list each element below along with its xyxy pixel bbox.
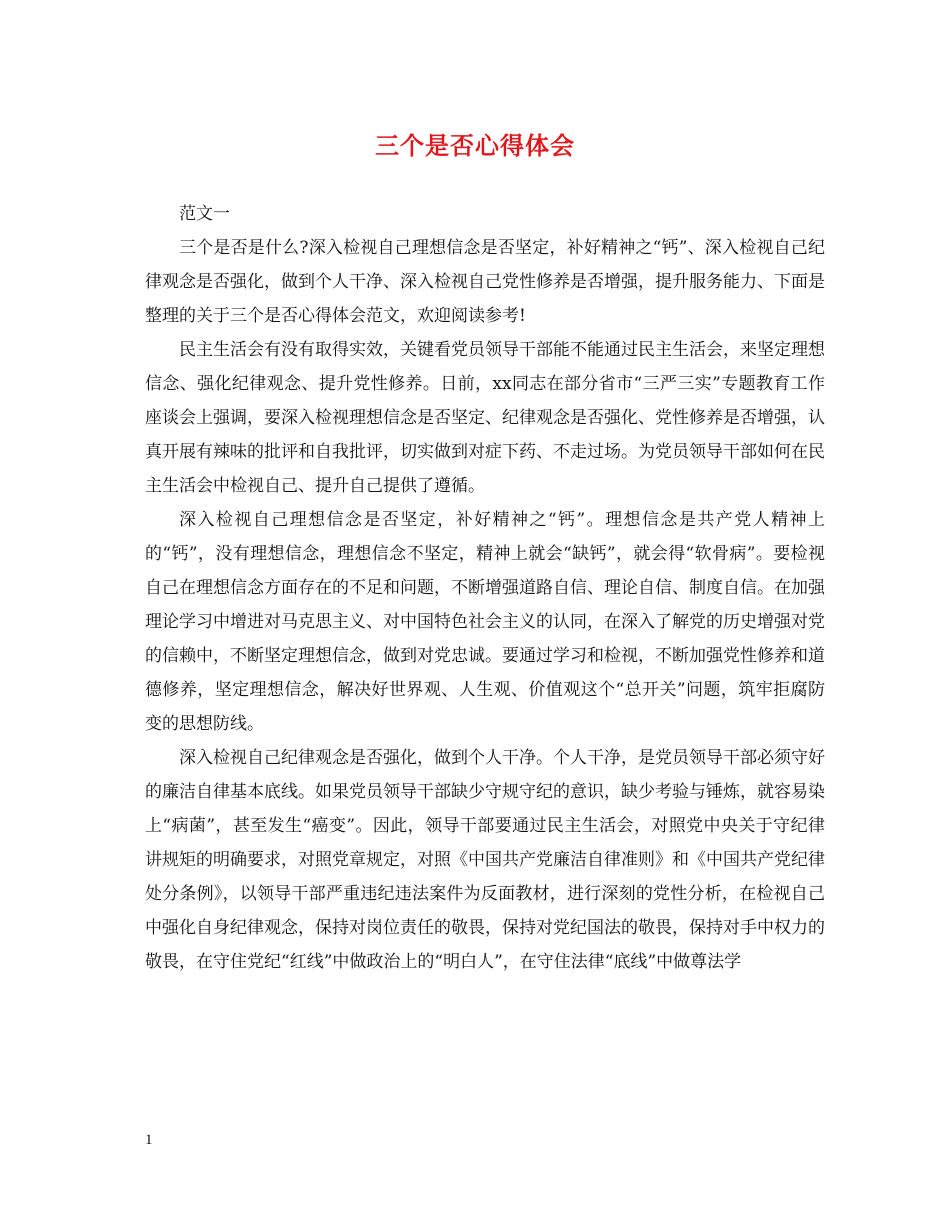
document-body xyxy=(145,197,825,979)
paragraph-discipline: 深入检视自己纪律观念是否强化，做到个人干净。个人干净，是党员领导干部必须守好的廉洁自律基本底线。如果党员领导干部缺少守规守纪的意识，缺少考验与锤炼，就容易染上“病菌”，甚至发生“癌变”。因此，领导干部要通过民主生活会，对照党中央关于守纪律讲规矩的明确要求，对照党章规定，对照《中国共产党廉洁自律准则》和《中国共产党纪律处分条例》，以领导干部严重违纪违法案件为反面教材，进行深刻的党性分析，在检视自己中强化自身纪律观念，保持对岗位责任的敬畏，保持对党纪国法的敬畏，保持对手中权力的敬畏，在守住党纪“红线”中做政治上的“明白人”，在守住法律“底线”中做尊法学 xyxy=(145,748,825,972)
paragraph-democratic-life: 民主生活会有没有取得实效，关键看党员领导干部能不能通过民主生活会，来坚定理想信念、强化纪律观念、提升党性修养。日前，xx同志在部分省市“三严三实”专题教育工作座谈会上强调，要深入检视理想信念是否坚定、纪律观念是否强化、党性修养是否增强，认真开展有辣味的批评和自我批评，切实做到对症下药、不走过场。为党员领导干部如何在民主生活会中检视自己、提升自己提供了遵循。 xyxy=(145,340,825,496)
page-number: 1 xyxy=(145,1132,153,1148)
document-title: 三个是否心得体会 xyxy=(375,131,575,160)
paragraph-ideals-beliefs: 深入检视自己理想信念是否坚定，补好精神之“钙”。理想信念是共产党人精神上的“钙”，没有理想信念，理想信念不坚定，精神上就会“缺钙”，就会得“软骨病”。要检视自己在理想信念方面存在的不足和问题，不断增强道路自信、理论自信、制度自信。在加强理论学习中增进对马克思主义、对中国特色社会主义的认同，在深入了解党的历史增强对党的信赖中，不断坚定理想信念，做到对党忠诚。要通过学习和检视，不断加强党性修养和道德修养，坚定理想信念，解决好世界观、人生观、价值观这个“总开关”问题，筑牢拒腐防变的思想防线。 xyxy=(145,510,825,734)
paragraph-intro: 三个是否是什么?深入检视自己理想信念是否坚定，补好精神之“钙”、深入检视自己纪律观念是否强化，做到个人干净、深入检视自己党性修养是否增强，提升服务能力、下面是整理的关于三个是否心得体会范文，欢迎阅读参考! xyxy=(145,238,825,326)
section-label: 范文一 xyxy=(179,204,230,224)
